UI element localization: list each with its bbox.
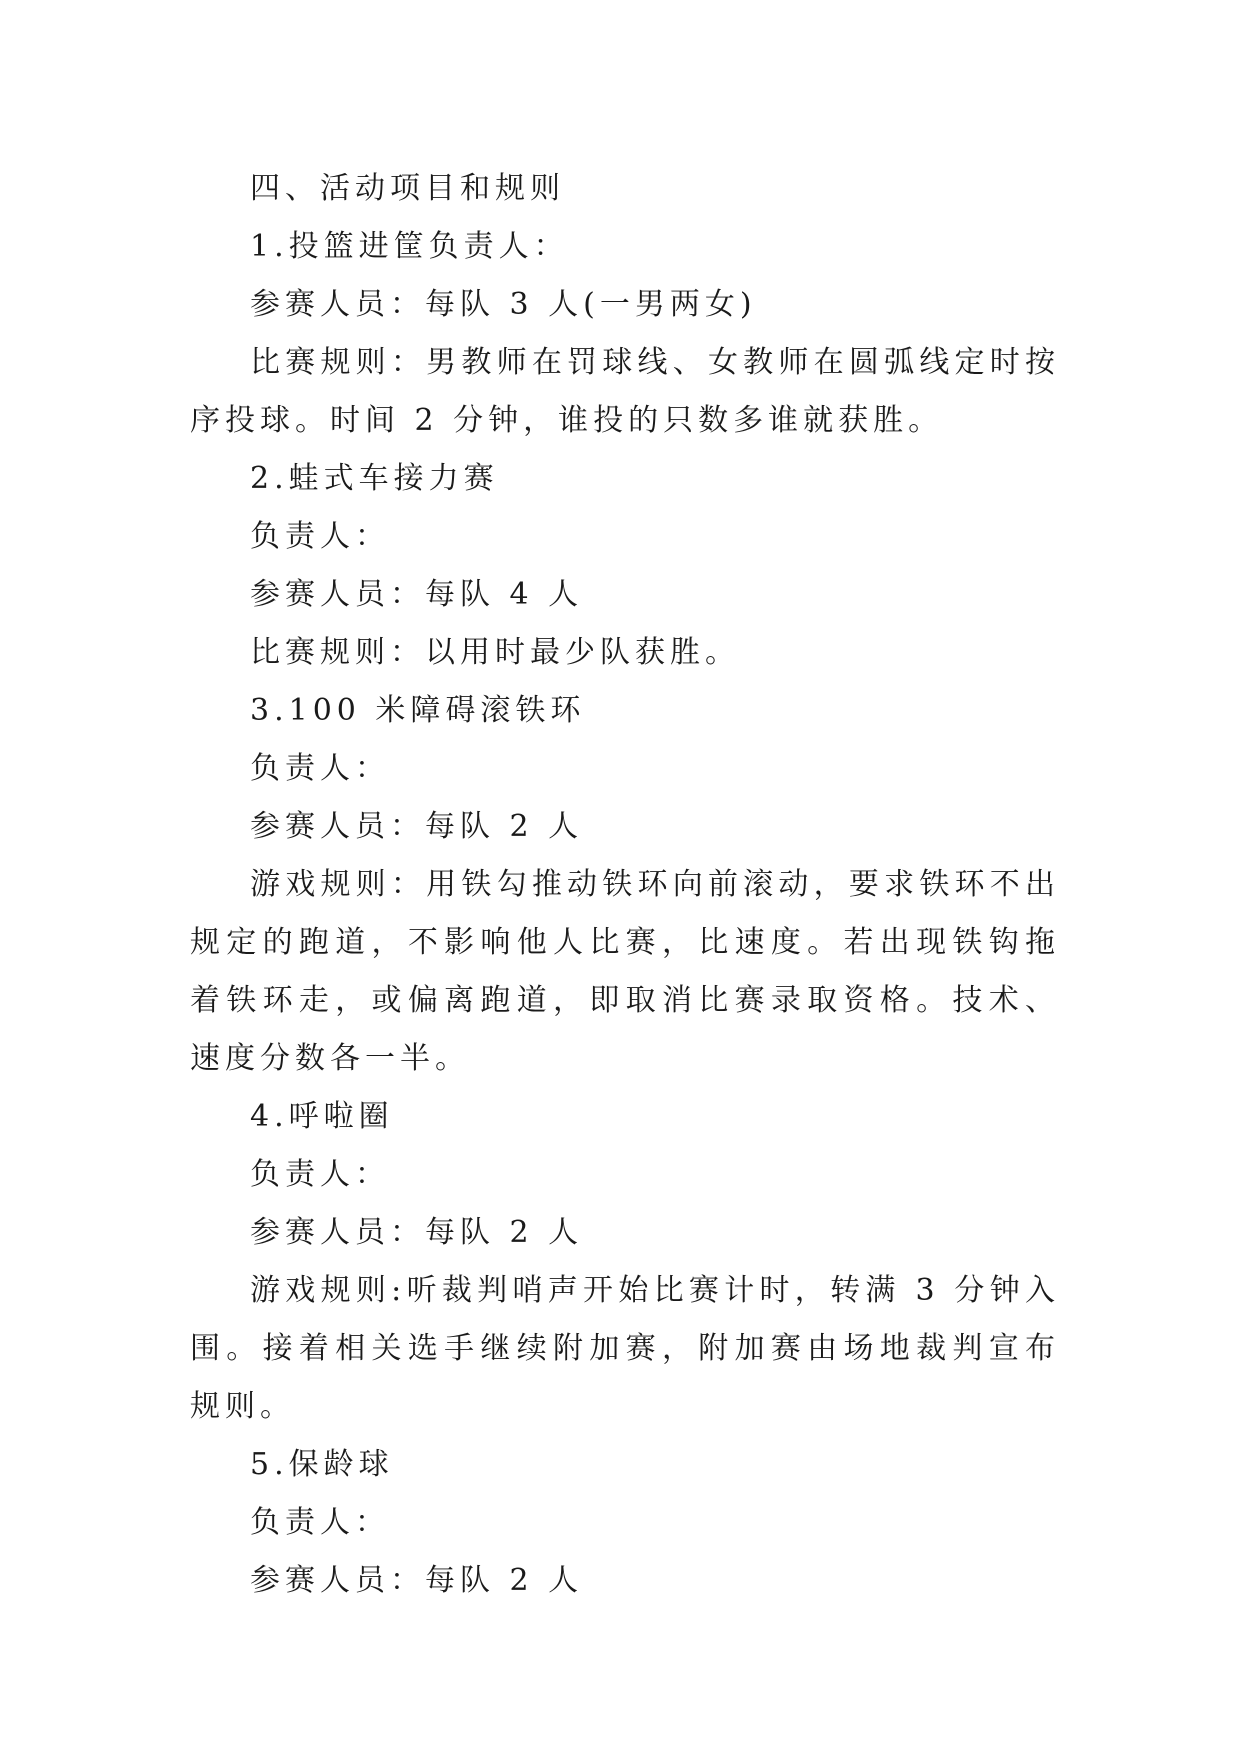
item-heading-bowling: 5.保龄球 xyxy=(250,1447,394,1482)
rules-frog-cart: 比赛规则：以用时最少队获胜。 xyxy=(250,635,740,670)
rules-basketball: 比赛规则：男教师在罚球线、女教师在圆弧线定时按序投球。时间 2 分钟，谁投的只数多谁就获胜。 xyxy=(190,345,1060,438)
rules-hula-hoop: 游戏规则:听裁判哨声开始比赛计时，转满 3 分钟入围。接着相关选手继续附加赛，附加赛由场地裁判宣布规则。 xyxy=(190,1273,1060,1424)
item-heading-hoop-rolling: 3.100 米障碍滚铁环 xyxy=(250,693,586,728)
item-heading-basketball: 1.投篮进筐负责人： xyxy=(250,229,569,264)
rules-hoop-rolling: 游戏规则：用铁勾推动铁环向前滚动，要求铁环不出规定的跑道，不影响他人比赛，比速度。若出现铁钩拖着铁环走，或偏离跑道，即取消比赛录取资格。技术、速度分数各一半。 xyxy=(190,867,1060,1076)
participants-bowling: 参赛人员：每队 2 人 xyxy=(250,1563,584,1598)
person-in-charge-hoop-rolling: 负责人： xyxy=(250,751,390,786)
document-body xyxy=(190,160,1060,1610)
participants-hoop-rolling: 参赛人员：每队 2 人 xyxy=(250,809,584,844)
person-in-charge-bowling: 负责人： xyxy=(250,1505,390,1540)
section-heading: 四、活动项目和规则 xyxy=(250,171,565,206)
item-heading-hula-hoop: 4.呼啦圈 xyxy=(250,1099,394,1134)
participants-hula-hoop: 参赛人员：每队 2 人 xyxy=(250,1215,584,1250)
person-in-charge-frog-cart: 负责人： xyxy=(250,519,390,554)
participants-frog-cart: 参赛人员：每队 4 人 xyxy=(250,577,584,612)
item-heading-frog-cart: 2.蛙式车接力赛 xyxy=(250,461,499,496)
participants-basketball: 参赛人员：每队 3 人(一男两女) xyxy=(250,287,757,322)
person-in-charge-hula-hoop: 负责人： xyxy=(250,1157,390,1192)
